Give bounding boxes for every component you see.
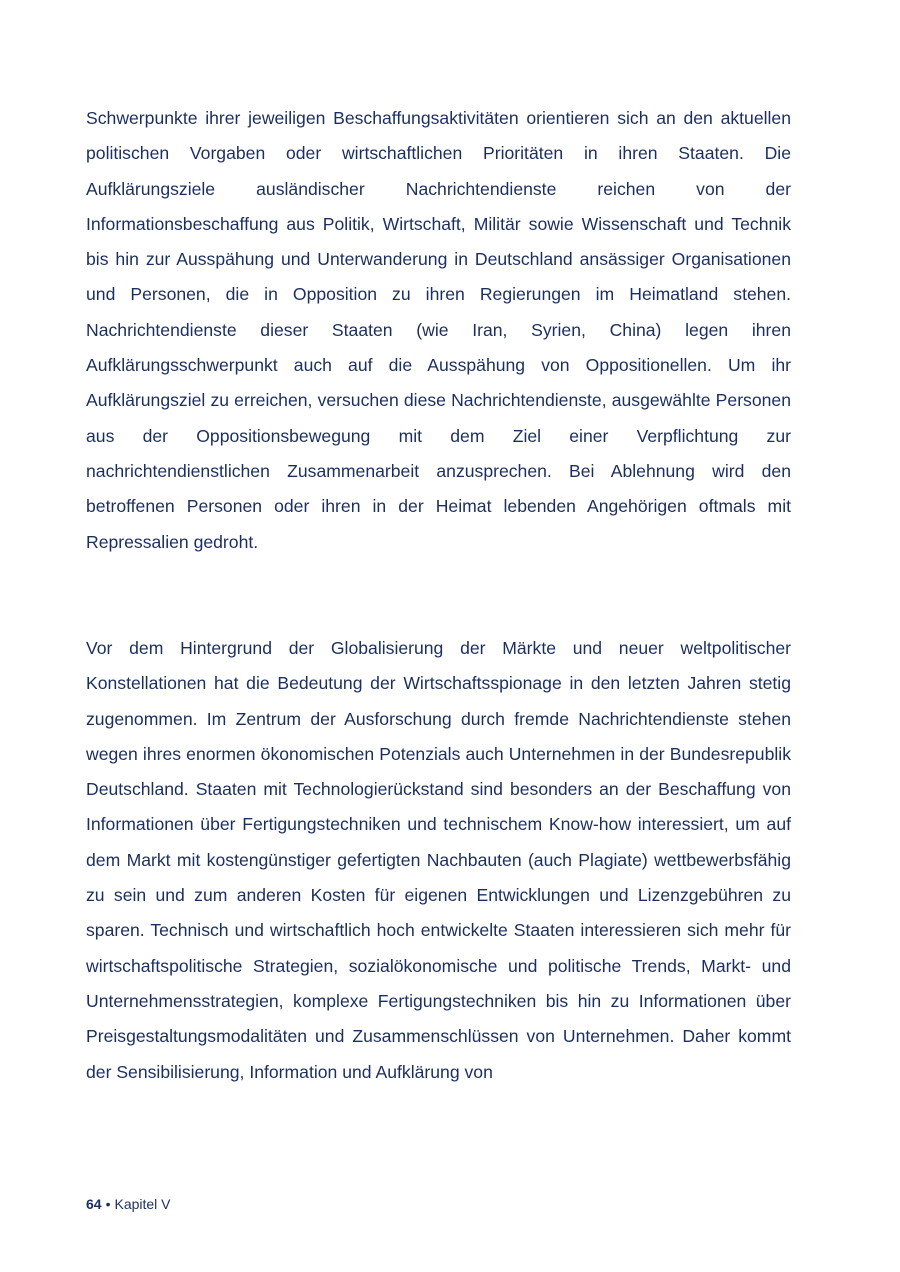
chapter-label: Kapitel V xyxy=(114,1196,171,1212)
page-number: 64 xyxy=(86,1196,102,1212)
body-paragraph-1: Schwerpunkte ihrer jeweiligen Beschaffungsaktivitäten orientieren sich an den aktuellen politischen Vorgaben oder wirtschaftlichen Prioritäten in ihren Staaten. Die Aufklärungsziele ausländischer Nachrichtendienste reichen von der Informationsbeschaffung aus Politik, Wirtschaft, Militär sowie Wissenschaft und Technik bis hin zur Ausspähung und Unterwanderung in Deutschland ansässiger Organisationen und Personen, die in Opposition zu ihren Regierungen im Heimatland stehen. Nachrichtendienste dieser Staaten (wie Iran, Syrien, China) legen ihren Aufklärungsschwerpunkt auch auf die Ausspähung von Oppositionellen. Um ihr Aufklärungsziel zu erreichen, versuchen diese Nachrichtendienste, ausgewählte Personen aus der Oppositionsbewegung mit dem Ziel einer Verpflichtung zur nachrichtendienstlichen Zusammenarbeit anzusprechen. Bei Ablehnung wird den betroffenen Personen oder ihren in der Heimat lebenden Angehörigen oftmals mit Repressalien gedroht. xyxy=(86,108,791,552)
body-paragraph-2: Vor dem Hintergrund der Globalisierung der Märkte und neuer weltpolitischer Konstellationen hat die Bedeutung der Wirtschaftsspionage in den letzten Jahren stetig zugenommen. Im Zentrum der Ausforschung durch fremde Nachrichtendienste stehen wegen ihres enormen ökonomischen Potenzials auch Unternehmen in der Bundesrepublik Deutschland. Staaten mit Technologierückstand sind besonders an der Beschaffung von Informationen über Fertigungstechniken und technischem Know-how interessiert, um auf dem Markt mit kostengünstiger gefertigten Nachbauten (auch Plagiate) wettbewerbsfähig zu sein und zum anderen Kosten für eigenen Entwicklungen und Lizenzgebühren zu sparen. Technisch und wirtschaftlich hoch entwickelte Staaten interessieren sich mehr für wirtschaftspolitische Strategien, sozialökonomische und politische Trends, Markt- und Unternehmensstrategien, komplexe Fertigungstechniken bis hin zu Informationen über Preisgestaltungsmodalitäten und Zusammenschlüssen von Unternehmen. Daher kommt der Sensibilisierung, Information und Aufklärung von xyxy=(86,638,791,1082)
footer-separator: • xyxy=(105,1196,111,1212)
page-footer xyxy=(86,1196,171,1212)
